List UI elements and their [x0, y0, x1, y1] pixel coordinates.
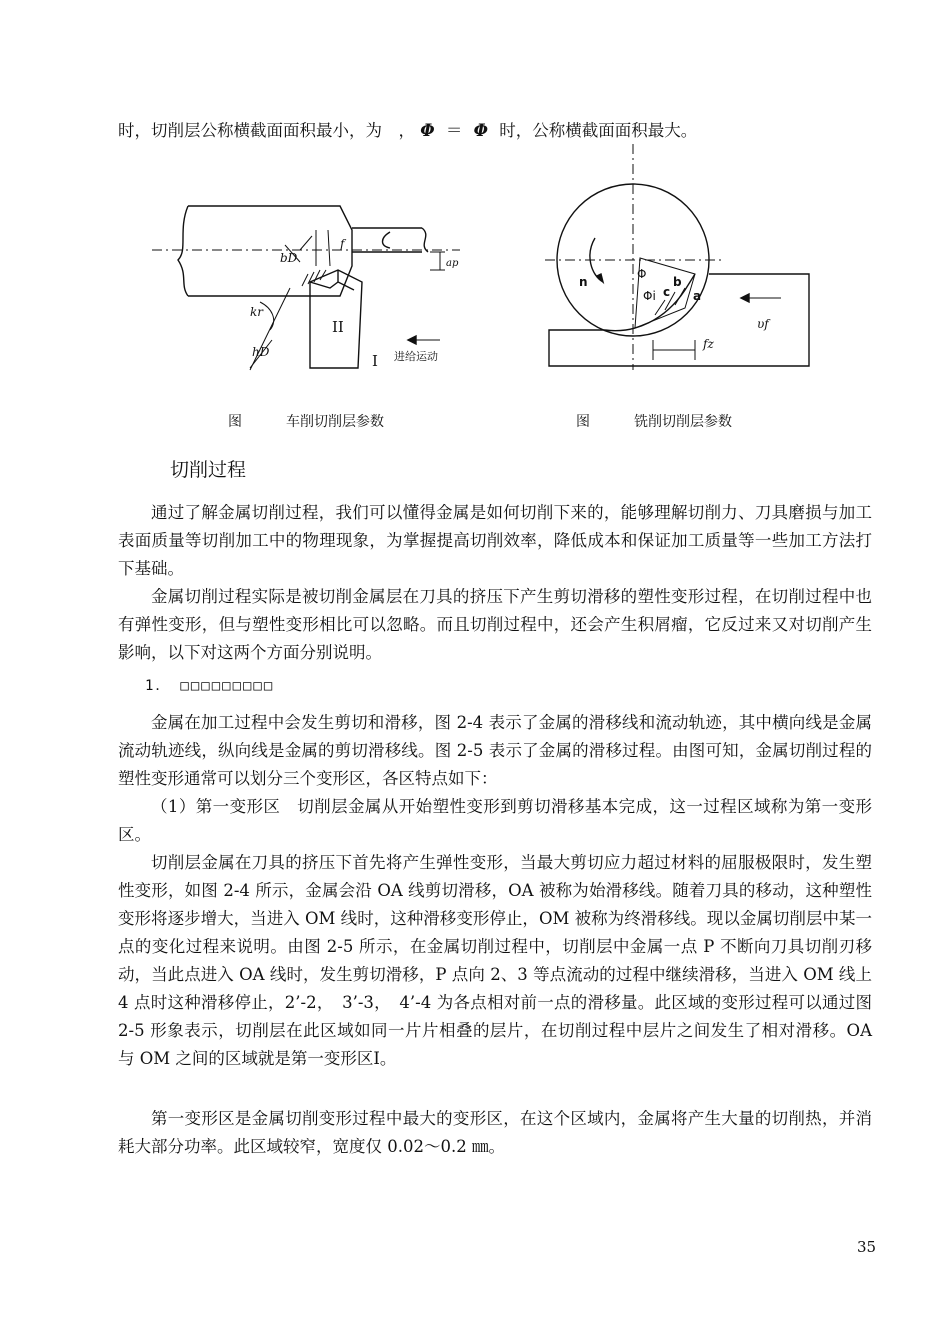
- label-f: f: [340, 237, 345, 251]
- label-c: c: [663, 285, 671, 299]
- phi-symbol: Φ: [420, 121, 435, 140]
- paragraph-zone1-detail: 切削层金属在刀具的挤压下首先将产生弹性变形，当最大剪切应力超过材料的屈服极限时，发生塑性变形，如图 2-4 所示，金属会沿 OA 线剪切滑移，OA 被称为始滑移线。随着刀具的移动，这种塑性变形将逐步增大，当进入 OM 线时，这种滑移变形停止，OM 被称为终滑移线。现以金属切削层中某一点的变化过程来说明。由图 2-5 所示，在金属切削过程中，切削层中金属一点 P 不断向刀具切削刃移动，当此点进入 OA 线时，发生剪切滑移，P 点向 2、3 等点流动的过程中继续滑移，当进入 OM 线上 4 点时这种滑移停止，2’-2， 3’-3， 4’-4 为各点相对前一点的滑移量。此区域的变形过程可以通过图 2-5 形象表示，切削层在此区域如同一片片相叠的层片，在切削过程中层片之间发生了相对滑移。OA 与 OM 之间的区域就是第一变形区Ⅰ。: [118, 853, 872, 1068]
- caption-prefix: 图: [228, 414, 242, 430]
- label-zone-ii: II: [332, 318, 344, 336]
- label-hD: hD: [252, 345, 270, 359]
- paragraph-intro: 通过了解金属切削过程，我们可以懂得金属是如何切削下来的，能够理解切削力、刀具磨损与加工表面质量等切削加工中的物理现象，为掌握提高切削效率，降低成本和保证加工质量等一些加工方法打下基础。: [118, 503, 872, 578]
- paragraph-essence: 金属切削过程实际是被切削金属层在刀具的挤压下产生剪切滑移的塑性变形过程，在切削过程中也有弹性变形，但与塑性变形相比可以忽略。而且切削过程中，还会产生积屑瘤，它反过来又对切削产生影响，以下对这两个方面分别说明。: [118, 587, 872, 662]
- label-n: n: [579, 275, 588, 289]
- milling-caption: [576, 411, 732, 431]
- section-heading: 切削过程: [170, 459, 247, 481]
- paragraph-zone1-def: （1）第一变形区 切削层金属从开始塑性变形到剪切滑移基本完成，这一过程区域称为第一变形区。: [118, 797, 872, 844]
- caption-text: 车削切削层参数: [286, 414, 384, 430]
- paragraph-zone1-summary: 第一变形区是金属切削变形过程中最大的变形区，在这个区域内，金属将产生大量的切削热，并消耗大部分功率。此区域较窄，宽度仅 0.02～0.2 ㎜。: [118, 1109, 872, 1156]
- top-line-text-2: 时，公称横截面面积最大。: [499, 121, 698, 140]
- label-a: a: [693, 289, 702, 303]
- label-ap: ap: [446, 258, 459, 269]
- label-kr: kr: [250, 305, 264, 319]
- label-bD: bD: [280, 251, 298, 265]
- label-fz: fz: [703, 337, 714, 351]
- top-line-text-1: 时，切削层公称横截面面积最小，为 ，: [118, 121, 415, 140]
- caption-text: 铣削切削层参数: [634, 414, 732, 430]
- label-phi-i: Φi: [643, 289, 656, 303]
- label-phi: Φ: [637, 267, 647, 281]
- phi-symbol: Φ: [473, 121, 488, 140]
- label-b: b: [673, 275, 682, 289]
- page-number: 35: [857, 1238, 877, 1256]
- caption-prefix: 图: [576, 414, 590, 430]
- paragraph-slip: 金属在加工过程中会发生剪切和滑移，图 2-4 表示了金属的滑移线和流动轨迹，其中横向线是金属流动轨迹线，纵向线是金属的剪切滑移线。图 2-5 表示了金属的滑移过程。由图可知，金属切削过程的塑性变形通常可以划分三个变形区，各区特点如下：: [118, 713, 872, 788]
- equals-sign: ＝: [445, 121, 463, 140]
- label-feed: 进给运动: [394, 350, 438, 363]
- turning-caption: [228, 411, 384, 431]
- top-line: [118, 121, 697, 141]
- milling-diagram: [545, 140, 825, 380]
- label-zone-i: I: [372, 352, 378, 370]
- turning-diagram: [140, 190, 470, 390]
- label-vf: υf: [757, 317, 769, 331]
- list-item-1: 1． □□□□□□□□□: [145, 678, 275, 694]
